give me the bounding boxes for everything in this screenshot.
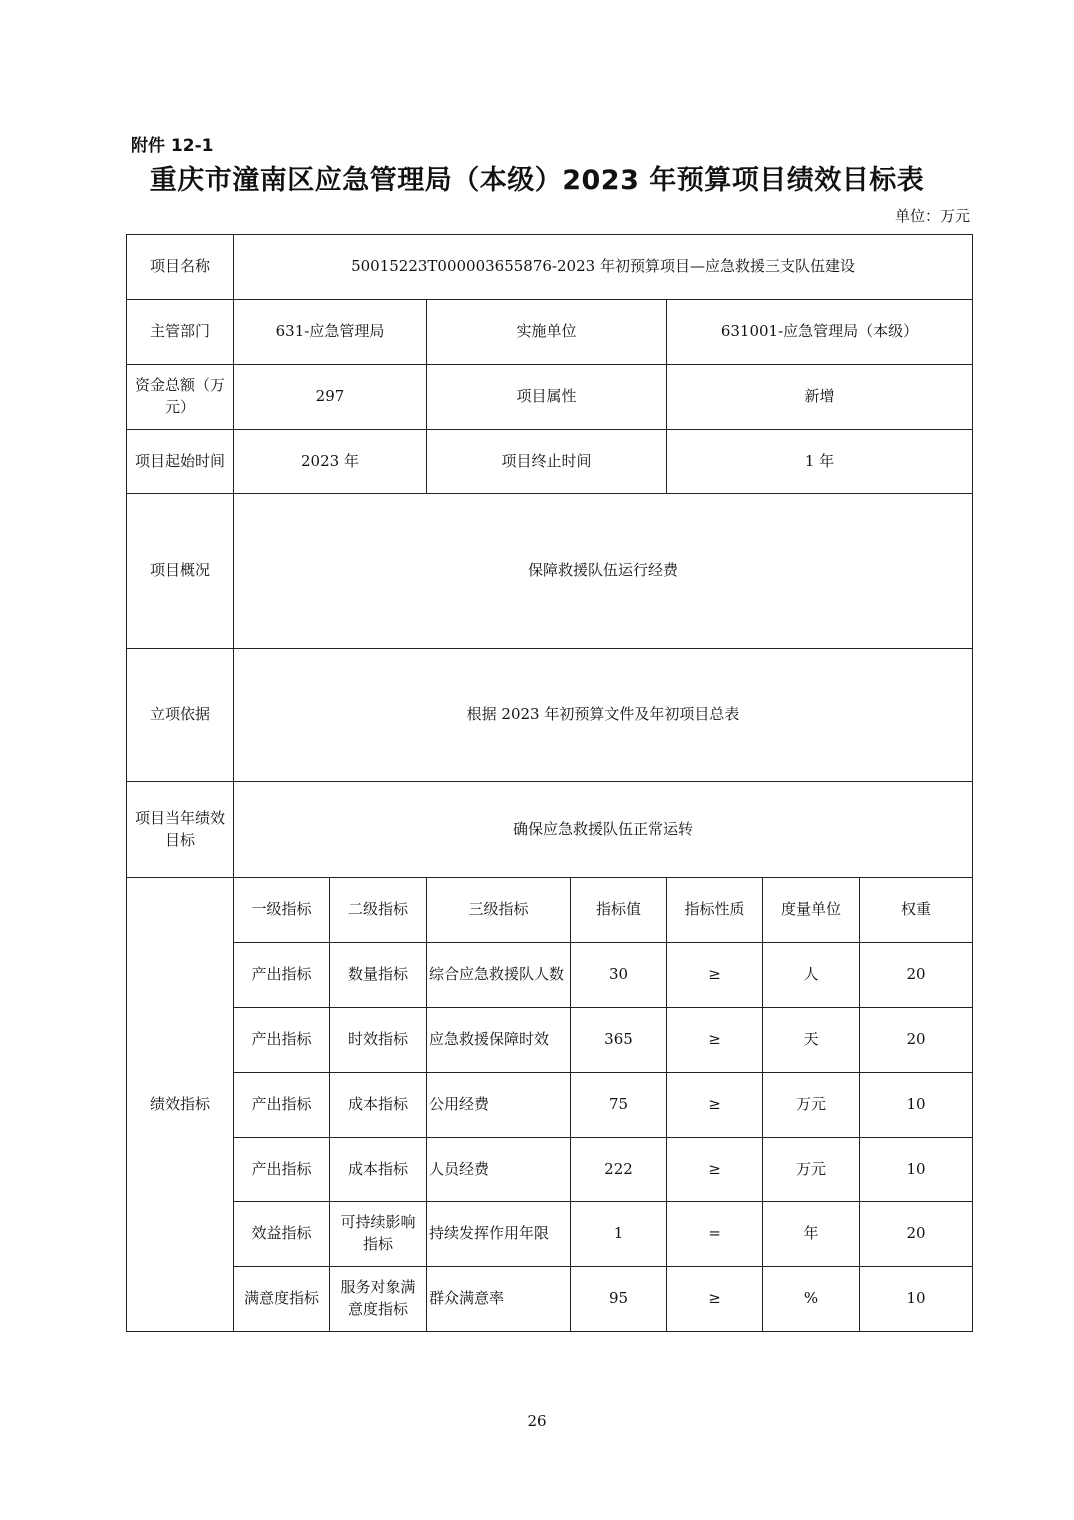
performance-table (126, 234, 973, 1332)
level1-cell: 产出指标 (234, 1008, 330, 1073)
header-cell: 权重 (860, 878, 973, 943)
weight-cell: 10 (860, 1073, 973, 1138)
level3-cell: 综合应急救援队人数 (427, 943, 571, 1008)
attachment-label: 附件 12-1 (131, 136, 214, 156)
unit-cell: 万元 (763, 1073, 860, 1138)
value-cell: 75 (571, 1073, 667, 1138)
basis-label: 立项依据 (127, 649, 234, 782)
level3-cell: 群众满意率 (427, 1267, 571, 1332)
weight-cell: 10 (860, 1267, 973, 1332)
weight-cell: 20 (860, 1202, 973, 1267)
level1-cell: 满意度指标 (234, 1267, 330, 1332)
start-value: 2023 年 (234, 430, 427, 494)
nature-cell: ≥ (667, 1073, 763, 1138)
impl-label: 实施单位 (427, 300, 667, 365)
level3-cell: 人员经费 (427, 1138, 571, 1202)
value-cell: 95 (571, 1267, 667, 1332)
page-title: 重庆市潼南区应急管理局（本级）2023 年预算项目绩效目标表 (149, 165, 925, 196)
level3-cell: 应急救援保障时效 (427, 1008, 571, 1073)
department-row (127, 300, 973, 365)
header-cell: 一级指标 (234, 878, 330, 943)
level2-cell: 成本指标 (330, 1138, 427, 1202)
impl-value: 631001-应急管理局（本级） (667, 300, 973, 365)
header-cell: 指标值 (571, 878, 667, 943)
indicator-row (127, 943, 973, 1008)
header-cell: 三级指标 (427, 878, 571, 943)
indicator-row (127, 1073, 973, 1138)
weight-cell: 20 (860, 943, 973, 1008)
nature-cell: = (667, 1202, 763, 1267)
basis-value: 根据 2023 年初预算文件及年初项目总表 (234, 649, 973, 782)
fund-label: 资金总额（万元） (127, 365, 234, 430)
nature-cell: ≥ (667, 1138, 763, 1202)
fund-row (127, 365, 973, 430)
indicator-header-row (127, 878, 973, 943)
value-cell: 365 (571, 1008, 667, 1073)
unit-cell: 人 (763, 943, 860, 1008)
unit-cell: 天 (763, 1008, 860, 1073)
end-value: 1 年 (667, 430, 973, 494)
goal-value: 确保应急救援队伍正常运转 (234, 782, 973, 878)
dept-value: 631-应急管理局 (234, 300, 427, 365)
level2-cell: 服务对象满意度指标 (330, 1267, 427, 1332)
indicator-row (127, 1008, 973, 1073)
level2-cell: 数量指标 (330, 943, 427, 1008)
overview-value: 保障救援队伍运行经费 (234, 494, 973, 649)
project-name-row (127, 235, 973, 300)
nature-cell: ≥ (667, 1008, 763, 1073)
level1-cell: 产出指标 (234, 1073, 330, 1138)
basis-row (127, 649, 973, 782)
level2-cell: 可持续影响指标 (330, 1202, 427, 1267)
value-cell: 30 (571, 943, 667, 1008)
project-name-value: 50015223T000003655876-2023 年初预算项目—应急救援三支队伍建设 (234, 235, 973, 300)
goal-label: 项目当年绩效目标 (127, 782, 234, 878)
nature-cell: ≥ (667, 1267, 763, 1332)
value-cell: 222 (571, 1138, 667, 1202)
attr-label: 项目属性 (427, 365, 667, 430)
header-cell: 指标性质 (667, 878, 763, 943)
indicator-row (127, 1202, 973, 1267)
header-cell: 二级指标 (330, 878, 427, 943)
nature-cell: ≥ (667, 943, 763, 1008)
start-label: 项目起始时间 (127, 430, 234, 494)
header-cell: 度量单位 (763, 878, 860, 943)
level2-cell: 时效指标 (330, 1008, 427, 1073)
level1-cell: 产出指标 (234, 1138, 330, 1202)
unit-label: 单位：万元 (894, 207, 970, 225)
indicator-row (127, 1138, 973, 1202)
overview-label: 项目概况 (127, 494, 234, 649)
indicator-row (127, 1267, 973, 1332)
level1-cell: 效益指标 (234, 1202, 330, 1267)
time-row (127, 430, 973, 494)
dept-label: 主管部门 (127, 300, 234, 365)
project-name-label: 项目名称 (127, 235, 234, 300)
level3-cell: 持续发挥作用年限 (427, 1202, 571, 1267)
unit-cell: % (763, 1267, 860, 1332)
unit-cell: 万元 (763, 1138, 860, 1202)
attr-value: 新增 (667, 365, 973, 430)
overview-row (127, 494, 973, 649)
indicator-section-label: 绩效指标 (127, 878, 234, 1332)
value-cell: 1 (571, 1202, 667, 1267)
end-label: 项目终止时间 (427, 430, 667, 494)
weight-cell: 20 (860, 1008, 973, 1073)
level1-cell: 产出指标 (234, 943, 330, 1008)
unit-cell: 年 (763, 1202, 860, 1267)
level3-cell: 公用经费 (427, 1073, 571, 1138)
page-number: 26 (527, 1412, 547, 1430)
fund-value: 297 (234, 365, 427, 430)
goal-row (127, 782, 973, 878)
level2-cell: 成本指标 (330, 1073, 427, 1138)
weight-cell: 10 (860, 1138, 973, 1202)
